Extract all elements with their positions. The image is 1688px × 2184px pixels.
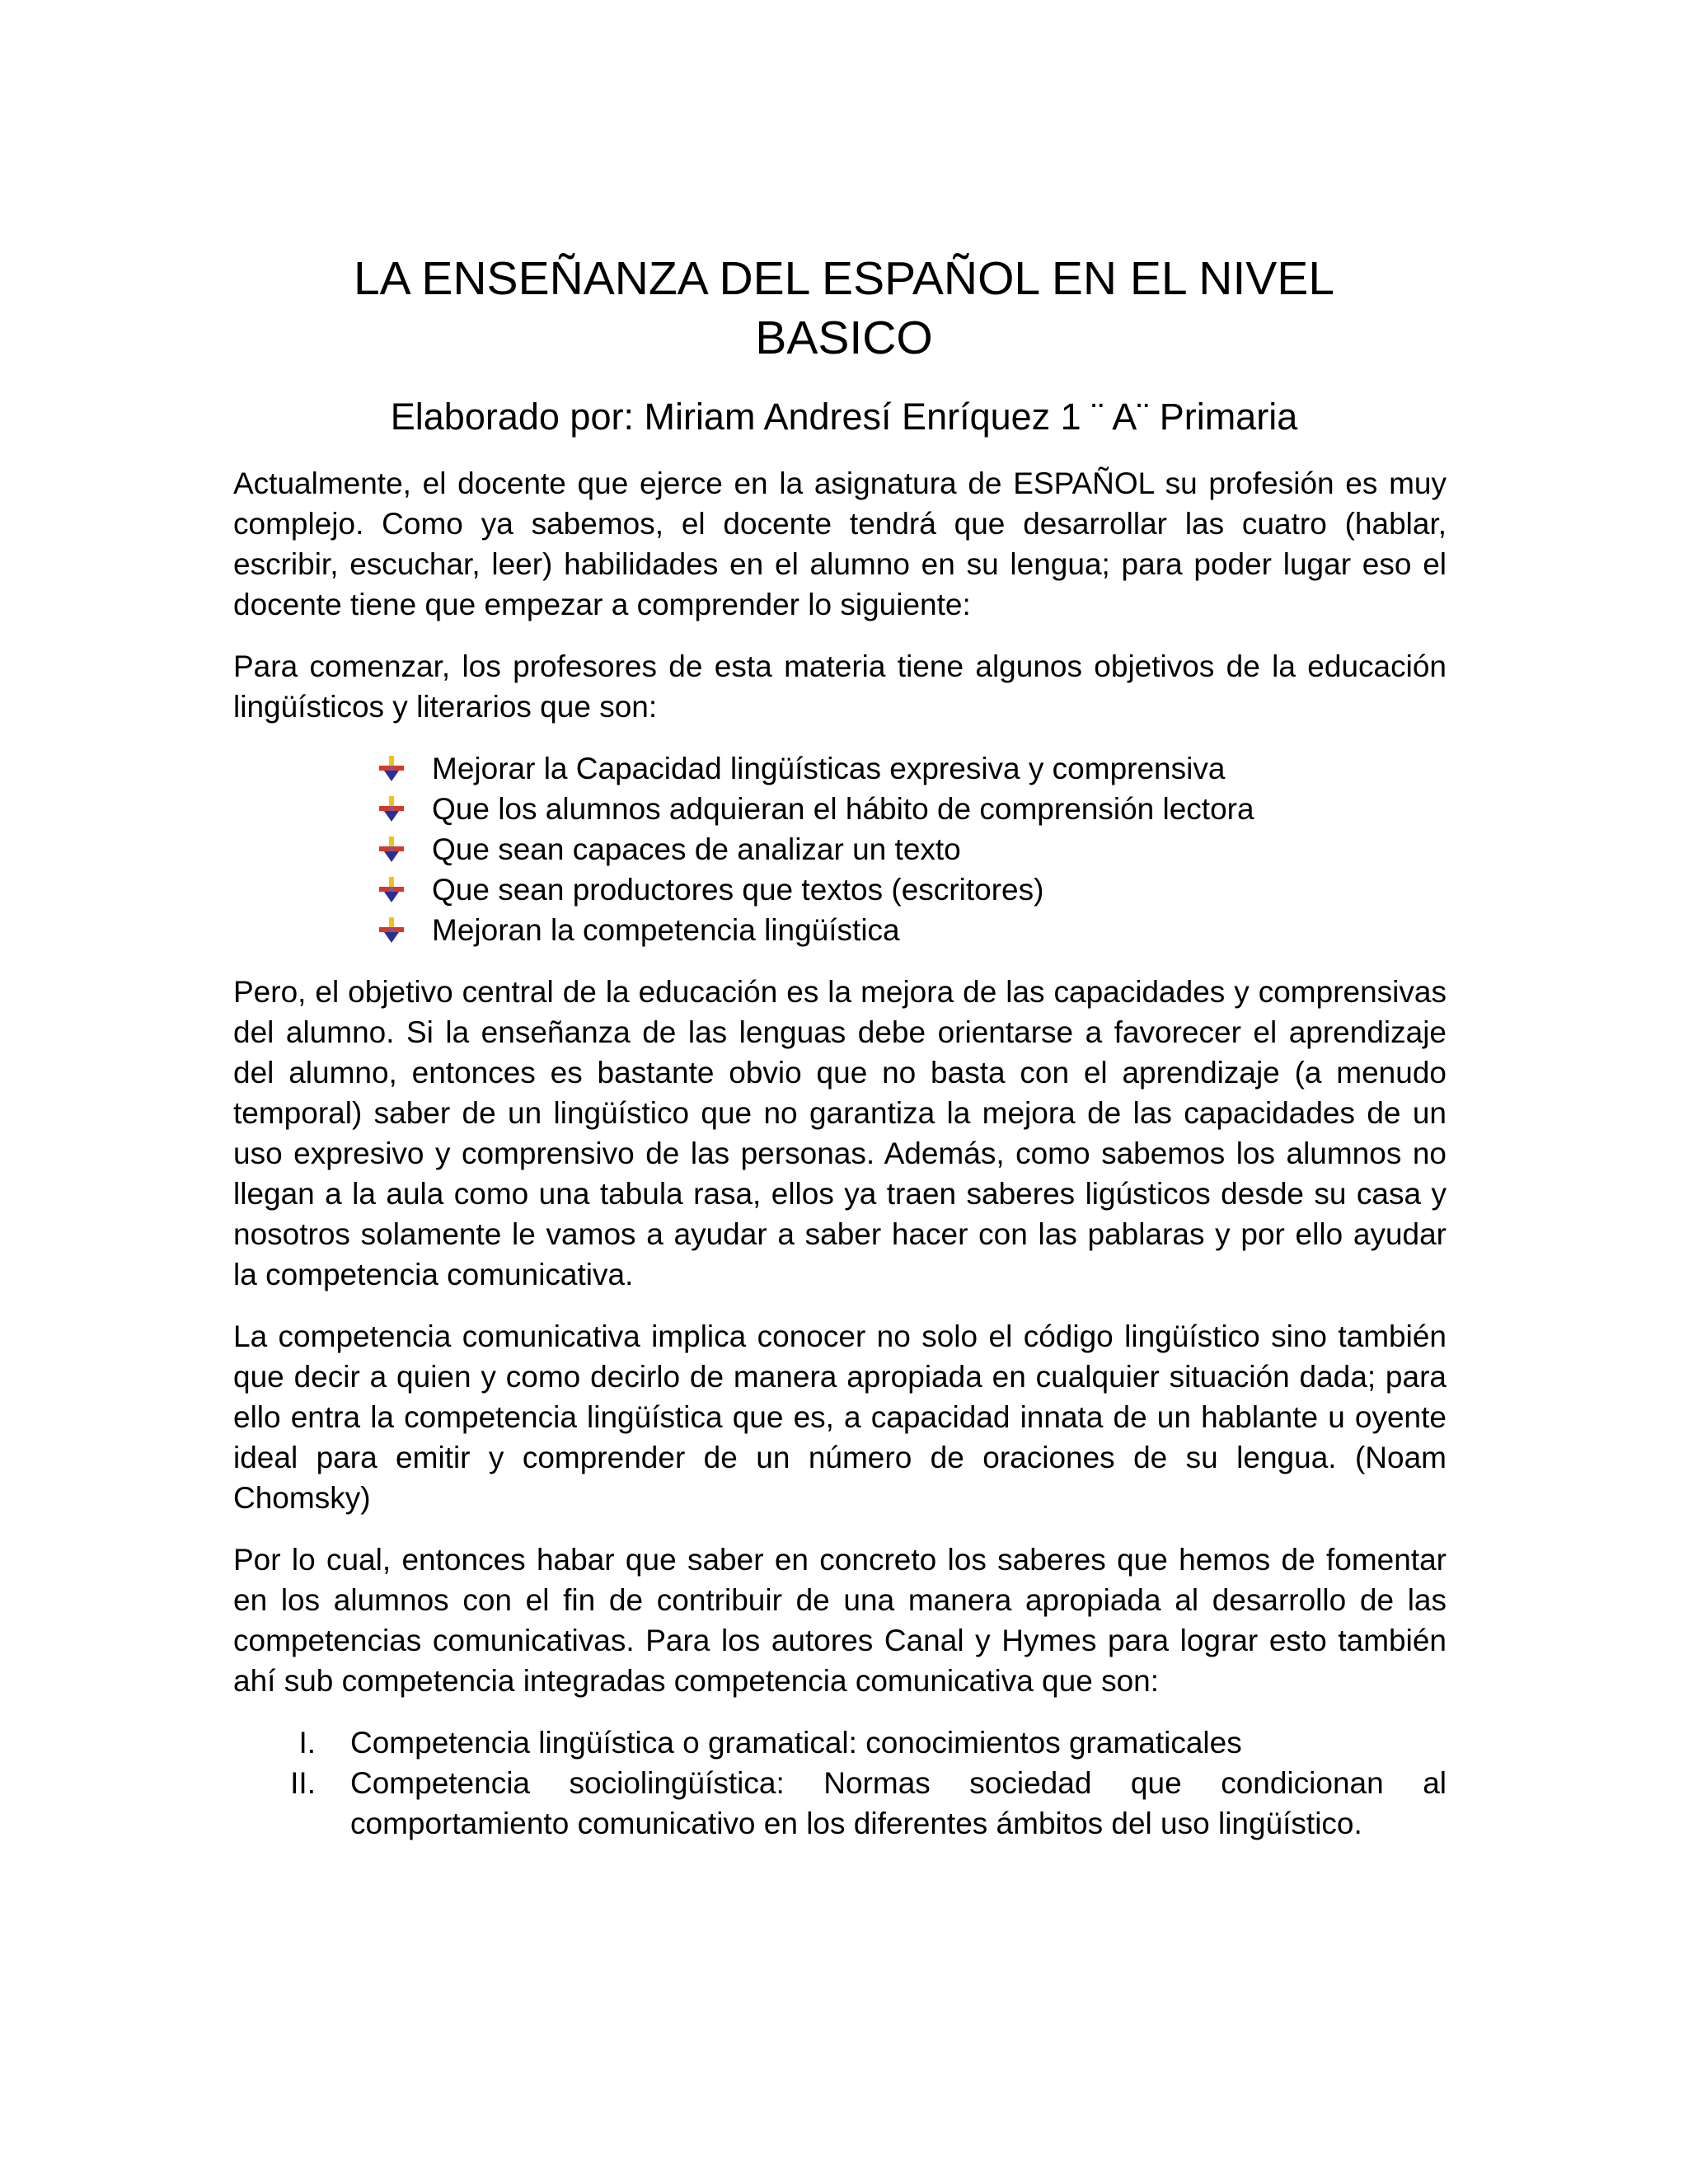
down-arrow-bullet-icon	[377, 836, 406, 864]
list-item-number: I.	[298, 1726, 316, 1760]
paragraph-subcompetences: Por lo cual, entonces habar que saber en concreto los saberes que hemos de fomentar en los alumnos con el fin de contribuir de una manera apropiada al desarrollo de las competencias comunicativas. Para los autores Canal y Hymes para lograr esto también ahí sub competencia integradas competencia comunicativa que son:	[233, 1543, 1447, 1698]
paragraph-objectives: Para comenzar, los profesores de esta materia tiene algunos objetivos de la educación lingüísticos y literarios que son:	[233, 649, 1447, 724]
down-arrow-bullet-icon	[377, 795, 406, 823]
list-item-number: II.	[290, 1766, 316, 1800]
down-arrow-bullet-icon	[377, 755, 406, 783]
list-item	[377, 748, 1447, 789]
down-arrow-bullet-icon	[377, 876, 406, 904]
list-item-text: Que sean productores que textos (escritores)	[432, 873, 1044, 907]
list-item	[377, 829, 1447, 869]
list-item-text: Que los alumnos adquieran el hábito de comprensión lectora	[432, 792, 1254, 826]
list-item-text: Mejorar la Capacidad lingüísticas expresiva y comprensiva	[432, 752, 1226, 785]
list-item-text: Competencia sociolingüística: Normas sociedad que condicionan al comportamiento comunicativo en los diferentes ámbitos del uso lingüístico.	[350, 1766, 1447, 1840]
list-item	[233, 1763, 1447, 1844]
list-item-text: Mejoran la competencia lingüística	[432, 913, 900, 947]
paragraph-intro: Actualmente, el docente que ejerce en la asignatura de ESPAÑOL su profesión es muy complejo. Como ya sabemos, el docente tendrá que desarrollar las cuatro (hablar, escribir, escuchar, leer) habilidades en el alumno en su lengua; para poder lugar eso el docente tiene que empezar a comprender lo siguiente:	[233, 466, 1447, 621]
down-arrow-bullet-icon	[377, 916, 406, 944]
objectives-list	[233, 748, 1447, 950]
list-item	[233, 1722, 1447, 1763]
document-title	[247, 249, 1441, 368]
list-item	[377, 910, 1447, 950]
list-item-text: Competencia lingüística o gramatical: conocimientos gramaticales	[350, 1726, 1242, 1760]
paragraph-central-objective: Pero, el objetivo central de la educación es la mejora de las capacidades y comprensivas del alumno. Si la enseñanza de las lenguas debe orientarse a favorecer el aprendizaje del alumno, entonces es bastante obvio que no basta con el aprendizaje (a menudo temporal) saber de un lingüístico que no garantiza la mejora de las capacidades de un uso expresivo y comprensivo de las personas. Además, como sabemos los alumnos no llegan a la aula como una tabula rasa, ellos ya traen saberes ligústicos desde su casa y nosotros solamente le vamos a ayudar a saber hacer con las pablaras y por ello ayudar la competencia comunicativa.	[233, 975, 1447, 1291]
list-item	[377, 789, 1447, 829]
competences-list	[233, 1722, 1447, 1844]
title-line-2: BASICO	[755, 312, 933, 364]
document-author-line: Elaborado por: Miriam Andresí Enríquez 1 ¨ A¨ Primaria	[390, 396, 1298, 438]
paragraph-communicative-competence: La competencia comunicativa implica conocer no solo el código lingüístico sino también que decir a quien y como decirlo de manera apropiada en cualquier situación dada; para ello entra la competencia lingüística que es, a capacidad innata de un hablante u oyente ideal para emitir y comprender de un número de oraciones de su lengua. (Noam Chomsky)	[233, 1319, 1447, 1515]
title-line-1: LA ENSEÑANZA DEL ESPAÑOL EN EL NIVEL	[353, 252, 1335, 305]
document-body	[233, 463, 1447, 1844]
list-item	[377, 869, 1447, 910]
list-item-text: Que sean capaces de analizar un texto	[432, 832, 961, 866]
